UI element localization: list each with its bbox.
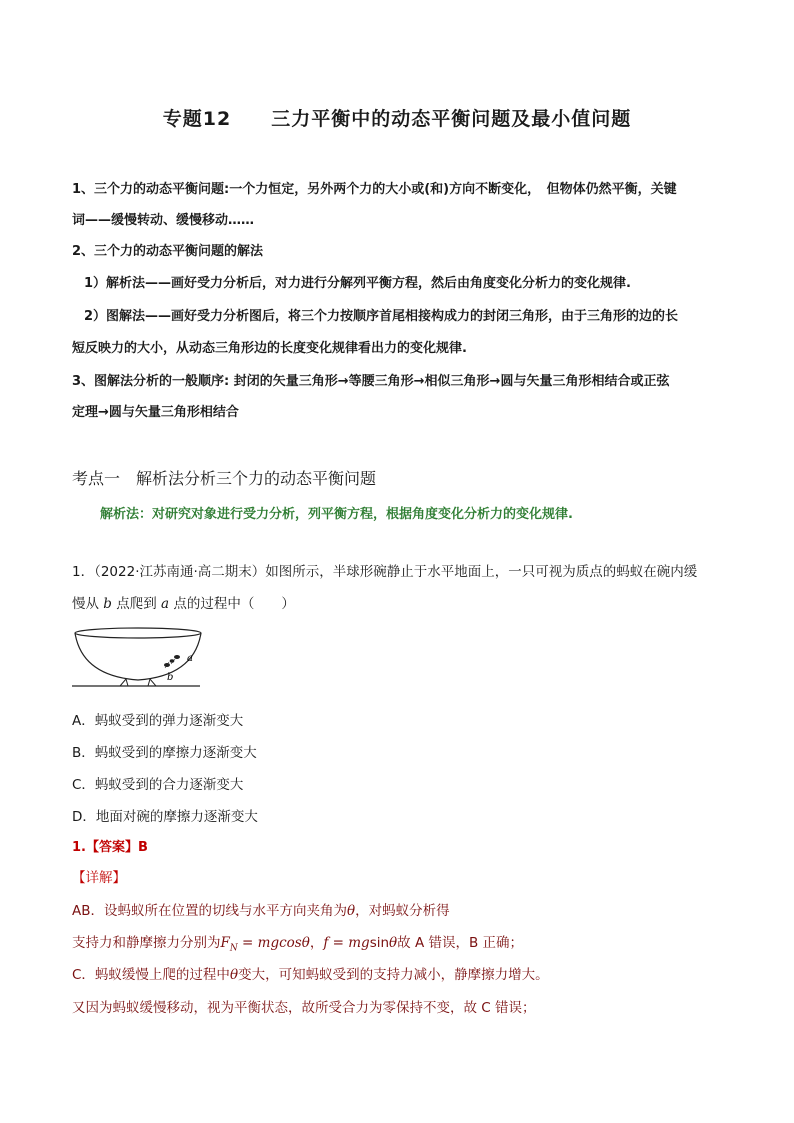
figure-label-a: a xyxy=(187,653,193,664)
ant-icon xyxy=(164,655,180,668)
bowl-figure xyxy=(70,624,210,694)
option-a: A．蚂蚁受到的弹力逐渐变大 xyxy=(72,713,244,729)
figure-label-b: b xyxy=(167,672,174,683)
option-b: B．蚂蚁受到的摩擦力逐渐变大 xyxy=(72,745,257,761)
option-d: D．地面对碗的摩擦力逐渐变大 xyxy=(72,809,258,825)
intro-p1-line2: 词——缓慢转动、缓慢移动…… xyxy=(72,213,255,228)
intro-p3-line1: 3、图解法分析的一般顺序: 封闭的矢量三角形→等腰三角形→相似三角形→圆与矢量三角形相结合或正弦 xyxy=(72,374,670,389)
answer-label: 1.【答案】B xyxy=(72,840,148,855)
question-stem-line1: 1．（2022·江苏南通·高二期末）如图所示，半球形碗静止于水平地面上，一只可视为质点的蚂蚁在碗内缓 xyxy=(72,564,698,580)
intro-p2-2-line2: 短反映力的大小，从动态三角形边的长度变化规律看出力的变化规律. xyxy=(72,341,467,356)
solution-line2: 支持力和静摩擦力分别为$F_N = mgcos\theta$，f = mgsinθ故 A 错误，B 正确； xyxy=(72,935,524,954)
bowl-rim xyxy=(75,628,201,638)
bowl-foot-right xyxy=(148,679,156,686)
question-stem-line2: 慢从 b 点爬到 a 点的过程中（ ） xyxy=(72,596,295,612)
solution-line1: AB．设蚂蚁所在位置的切线与水平方向夹角为θ，对蚂蚁分析得 xyxy=(72,903,450,919)
bowl-foot-left xyxy=(120,679,128,686)
intro-p3-line2: 定理→圆与矢量三角形相结合 xyxy=(72,405,239,420)
intro-p2: 2、三个力的动态平衡问题的解法 xyxy=(72,244,264,259)
section-heading: 考点一 解析法分析三个力的动态平衡问题 xyxy=(72,469,377,488)
bowl-body xyxy=(75,633,201,680)
section-note: 解析法：对研究对象进行受力分析，列平衡方程，根据角度变化分析力的变化规律. xyxy=(100,507,573,522)
detail-label: 【详解】 xyxy=(72,870,126,886)
intro-p2-2-line1: 2）图解法——画好受力分析图后，将三个力按顺序首尾相接构成力的封闭三角形，由于三角形的边的长 xyxy=(84,309,679,324)
intro-p1-line1: 1、三个力的动态平衡问题:一个力恒定，另外两个力的大小或(和)方向不断变化， 但物体仍然平衡，关键 xyxy=(72,182,677,197)
solution-line3: C．蚂蚁缓慢上爬的过程中θ变大，可知蚂蚁受到的支持力减小，静摩擦力增大。 xyxy=(72,967,549,983)
page-title: 专题12 三力平衡中的动态平衡问题及最小值问题 xyxy=(162,108,632,130)
intro-p2-1: 1）解析法——画好受力分析后，对力进行分解列平衡方程，然后由角度变化分析力的变化规律. xyxy=(84,276,631,291)
solution-line4: 又因为蚂蚁缓慢移动，视为平衡状态，故所受合力为零保持不变，故 C 错误； xyxy=(72,1000,536,1016)
option-c: C．蚂蚁受到的合力逐渐变大 xyxy=(72,777,244,793)
